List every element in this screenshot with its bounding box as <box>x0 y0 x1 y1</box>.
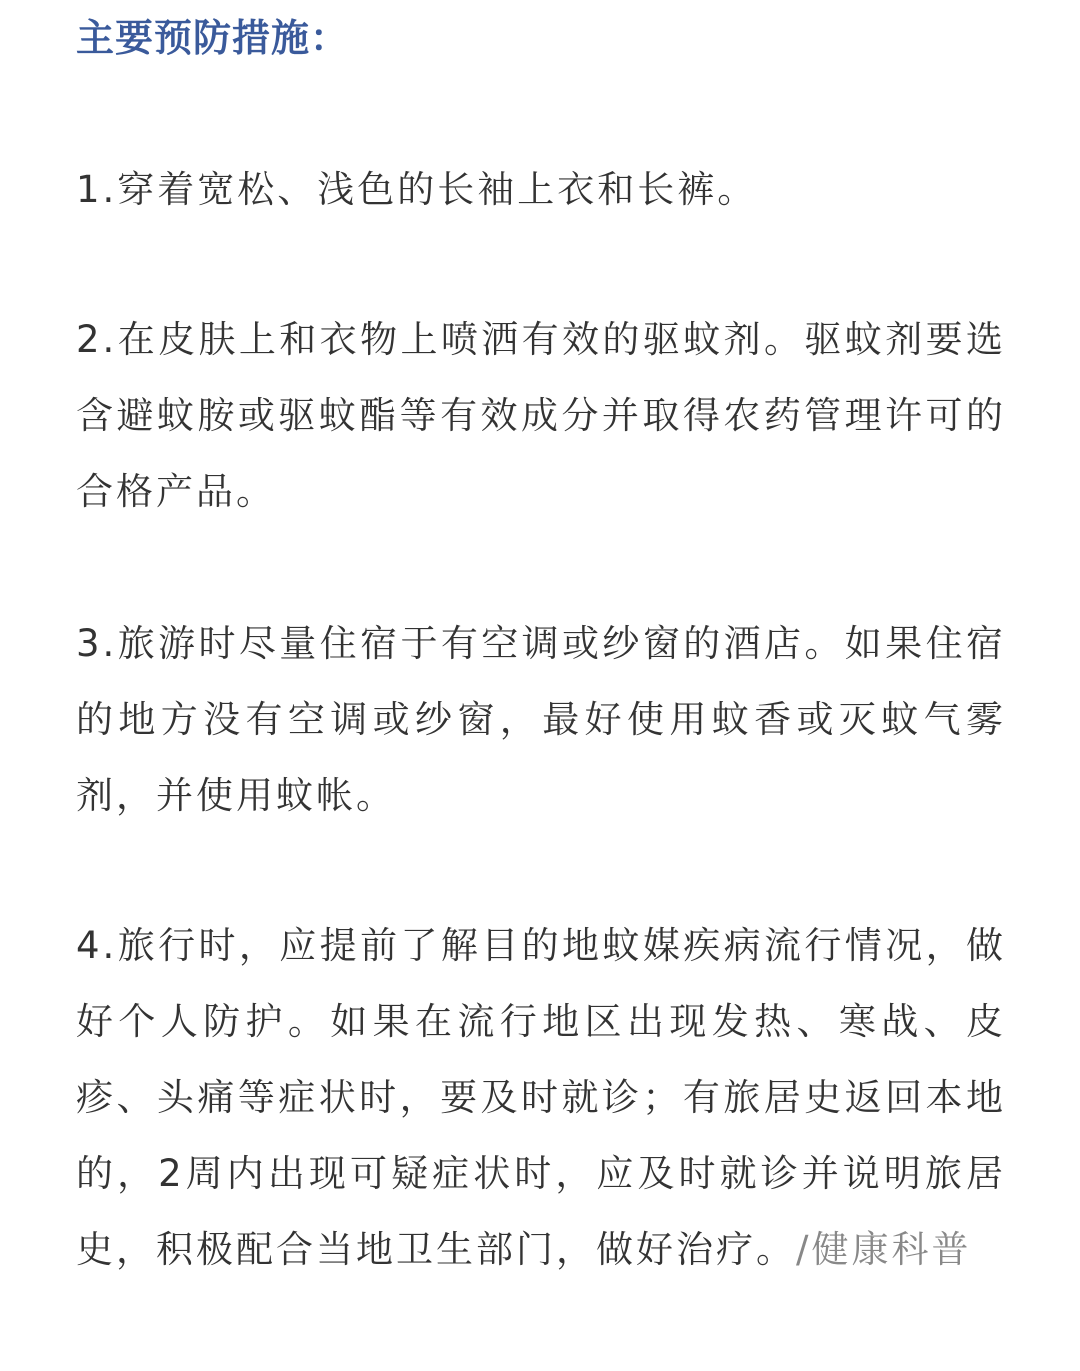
source-credit: /健康科普 <box>796 1228 972 1271</box>
prevention-item-3 <box>76 606 1006 834</box>
prevention-item-2-text: 2.在皮肤上和衣物上喷洒有效的驱蚊剂。驱蚊剂要选含避蚊胺或驱蚊酯等有效成分并取得农药管理许可的合格产品。 <box>76 318 1006 513</box>
prevention-item-4 <box>76 908 1006 1288</box>
prevention-item-1 <box>76 152 1006 228</box>
prevention-item-2 <box>76 302 1006 530</box>
prevention-item-1-text: 1.穿着宽松、浅色的长袖上衣和长裤。 <box>76 168 758 211</box>
section-heading: 主要预防措施： <box>76 16 350 60</box>
prevention-item-4-text: 4.旅行时，应提前了解目的地蚊媒疾病流行情况，做好个人防护。如果在流行地区出现发热、寒战、皮疹、头痛等症状时，要及时就诊；有旅居史返回本地的，2周内出现可疑症状时，应及时就诊并说明旅居史，积极配合当地卫生部门，做好治疗。 <box>76 924 1006 1271</box>
prevention-item-3-text: 3.旅游时尽量住宿于有空调或纱窗的酒店。如果住宿的地方没有空调或纱窗，最好使用蚊香或灭蚊气雾剂，并使用蚊帐。 <box>76 622 1006 817</box>
